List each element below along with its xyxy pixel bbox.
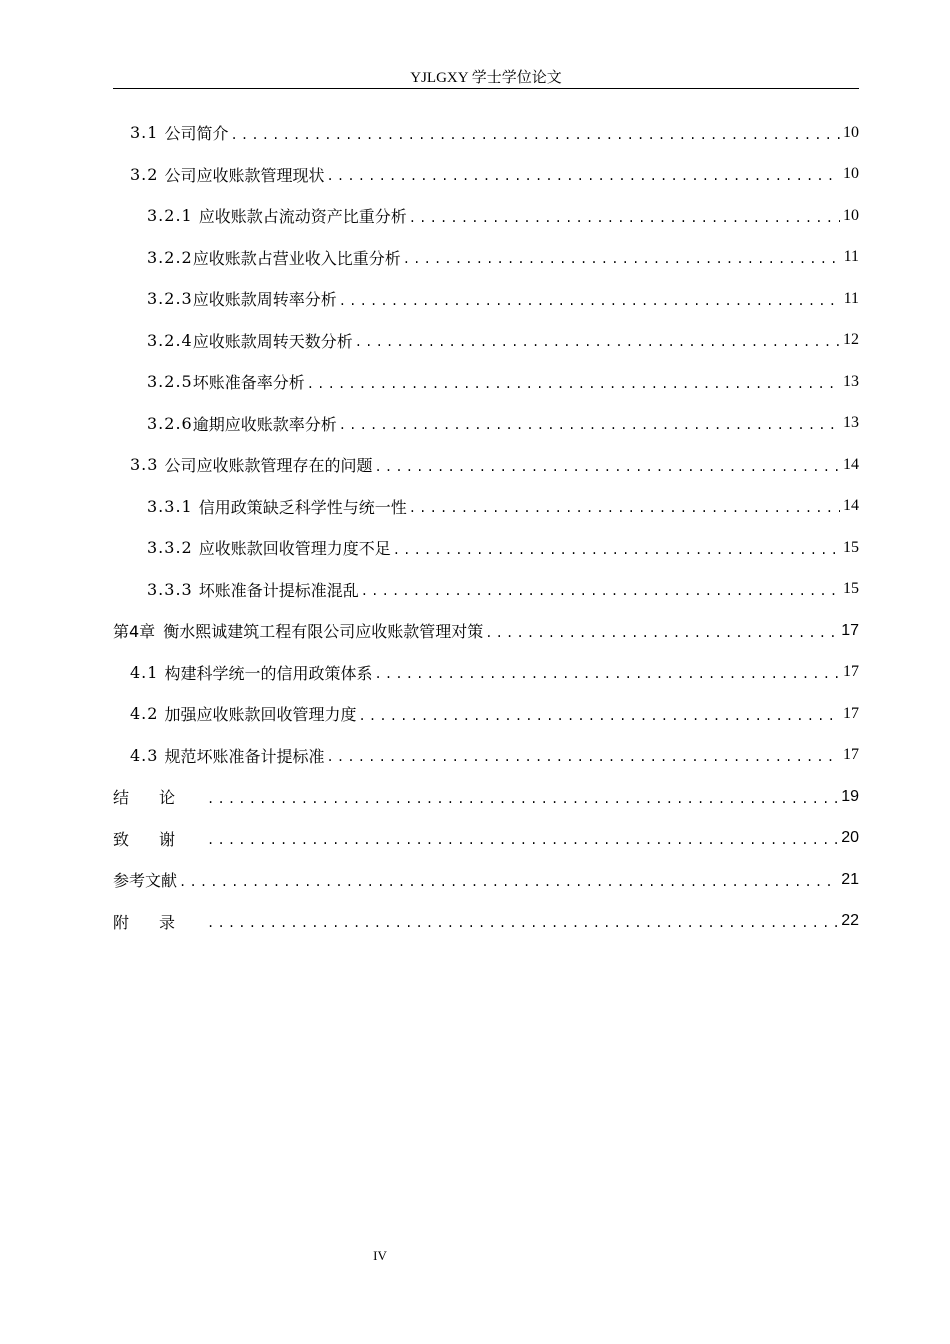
toc-entry-number: 3.3.3 <box>147 579 193 599</box>
toc-entry-number: 3.2.1 <box>147 206 193 226</box>
toc-entry-page: 17 <box>843 663 859 681</box>
toc-entry-3-2-3[interactable] <box>113 278 859 320</box>
toc-entry-page: 19 <box>841 787 859 805</box>
dot-leader <box>374 460 840 474</box>
toc-entry-number: 3.1 <box>130 123 159 143</box>
toc-entry-number: 第4章 <box>113 622 156 642</box>
toc-entry-3-2-4[interactable] <box>113 320 859 362</box>
dot-leader <box>207 833 838 847</box>
toc-entry-page: 17 <box>843 704 859 722</box>
toc-entry-number: 3.2.5 <box>147 372 193 392</box>
toc-entry-conclusion[interactable] <box>113 776 859 818</box>
toc-entry-title: 公司简介 <box>164 124 229 144</box>
toc-entry-title: 参考文献 <box>113 871 178 891</box>
toc-entry-number: 4.3 <box>130 745 159 765</box>
toc-entry-3-2-6[interactable] <box>113 403 859 445</box>
toc-entry-title: 应收账款占流动资产比重分析 <box>198 207 407 227</box>
dot-leader <box>361 584 840 598</box>
toc-entry-title: 坏账准备计提标准混乱 <box>198 580 359 600</box>
dot-leader <box>485 626 838 640</box>
toc-entry-number: 3.2.6 <box>147 413 193 433</box>
toc-entry-title: 应收账款回收管理力度不足 <box>198 539 391 559</box>
toc-entry-title: 逾期应收账款率分析 <box>192 414 337 434</box>
toc-entry-page: 15 <box>843 538 859 556</box>
toc-entry-3-3-3[interactable] <box>113 569 859 611</box>
toc-entry-title: 公司应收账款管理存在的问题 <box>164 456 373 476</box>
dot-leader <box>207 792 838 806</box>
toc-entry-title: 衡水熙诚建筑工程有限公司应收账款管理对策 <box>163 622 484 642</box>
toc-entry-page: 14 <box>843 455 859 473</box>
toc-entry-page: 21 <box>841 870 859 888</box>
toc-entry-references[interactable] <box>113 859 859 901</box>
toc-entry-number: 3.2 <box>130 164 159 184</box>
dot-leader <box>179 875 838 889</box>
toc-entry-number: 3.3.1 <box>147 496 193 516</box>
toc-entry-3-3[interactable] <box>113 444 859 486</box>
running-header: YJLGXY 学士学位论文 <box>410 70 562 86</box>
dot-leader <box>355 335 840 349</box>
toc-entry-3-3-1[interactable] <box>113 486 859 528</box>
toc-entry-title: 结论 <box>113 788 206 808</box>
toc-entry-4-2[interactable] <box>113 693 859 735</box>
toc-entry-title: 附录 <box>113 912 206 932</box>
toc-entry-page: 10 <box>843 165 859 183</box>
toc-entry-page: 11 <box>843 248 859 266</box>
toc-entry-page: 10 <box>843 206 859 224</box>
toc-entry-title: 公司应收账款管理现状 <box>164 165 325 185</box>
toc-entry-3-3-2[interactable] <box>113 527 859 569</box>
toc-entry-acknowledgements[interactable] <box>113 818 859 860</box>
dot-leader <box>326 169 840 183</box>
toc-entry-number: 4.1 <box>130 662 159 682</box>
toc-entry-title: 坏账准备率分析 <box>192 373 305 393</box>
dot-leader <box>358 709 840 723</box>
toc-entry-title: 应收账款周转率分析 <box>192 290 337 310</box>
header-rule <box>113 88 859 89</box>
dot-leader <box>326 750 840 764</box>
toc-entry-3-2-1[interactable] <box>113 195 859 237</box>
dot-leader <box>230 128 840 142</box>
toc-entry-3-1[interactable] <box>113 112 859 154</box>
dot-leader <box>339 418 840 432</box>
toc-entry-3-2[interactable] <box>113 154 859 196</box>
toc-entry-page: 10 <box>843 123 859 141</box>
toc-entry-3-2-5[interactable] <box>113 361 859 403</box>
toc-entry-page: 15 <box>843 580 859 598</box>
toc-entry-page: 22 <box>841 912 859 930</box>
toc-entry-page: 13 <box>843 372 859 390</box>
toc-entry-page: 13 <box>843 414 859 432</box>
dot-leader <box>339 294 841 308</box>
toc-entry-page: 12 <box>843 331 859 349</box>
page-number: IV <box>373 1248 387 1263</box>
toc-entry-title: 信用政策缺乏科学性与统一性 <box>198 497 407 517</box>
toc-entry-page: 20 <box>841 829 859 847</box>
toc-entry-4-1[interactable] <box>113 652 859 694</box>
toc-entry-number: 3.2.2 <box>147 247 193 267</box>
toc-entry-4-3[interactable] <box>113 735 859 777</box>
toc-entry-number: 3.2.3 <box>147 289 193 309</box>
toc-entry-title: 构建科学统一的信用政策体系 <box>164 663 373 683</box>
toc-entry-page: 11 <box>843 289 859 307</box>
dot-leader <box>207 916 838 930</box>
dot-leader <box>403 252 841 266</box>
toc-entry-number: 3.3.2 <box>147 538 193 558</box>
toc-entry-chapter-4[interactable] <box>113 610 859 652</box>
dot-leader <box>374 667 840 681</box>
toc-entry-title: 应收账款周转天数分析 <box>192 331 353 351</box>
toc-entry-title: 致谢 <box>113 829 206 849</box>
toc-entry-page: 17 <box>841 621 859 639</box>
toc-entry-title: 应收账款占营业收入比重分析 <box>192 248 401 268</box>
dot-leader <box>307 377 840 391</box>
toc-entry-appendix[interactable] <box>113 901 859 943</box>
toc-entry-number: 3.3 <box>130 455 159 475</box>
dot-leader <box>409 211 840 225</box>
table-of-contents <box>113 112 859 942</box>
dot-leader <box>409 501 840 515</box>
toc-entry-title: 规范坏账准备计提标准 <box>164 746 325 766</box>
toc-entry-number: 3.2.4 <box>147 330 193 350</box>
toc-entry-title: 加强应收账款回收管理力度 <box>164 705 357 725</box>
dot-leader <box>393 543 840 557</box>
toc-entry-page: 14 <box>843 497 859 515</box>
toc-entry-3-2-2[interactable] <box>113 237 859 279</box>
toc-entry-number: 4.2 <box>130 704 159 724</box>
toc-entry-page: 17 <box>843 746 859 764</box>
